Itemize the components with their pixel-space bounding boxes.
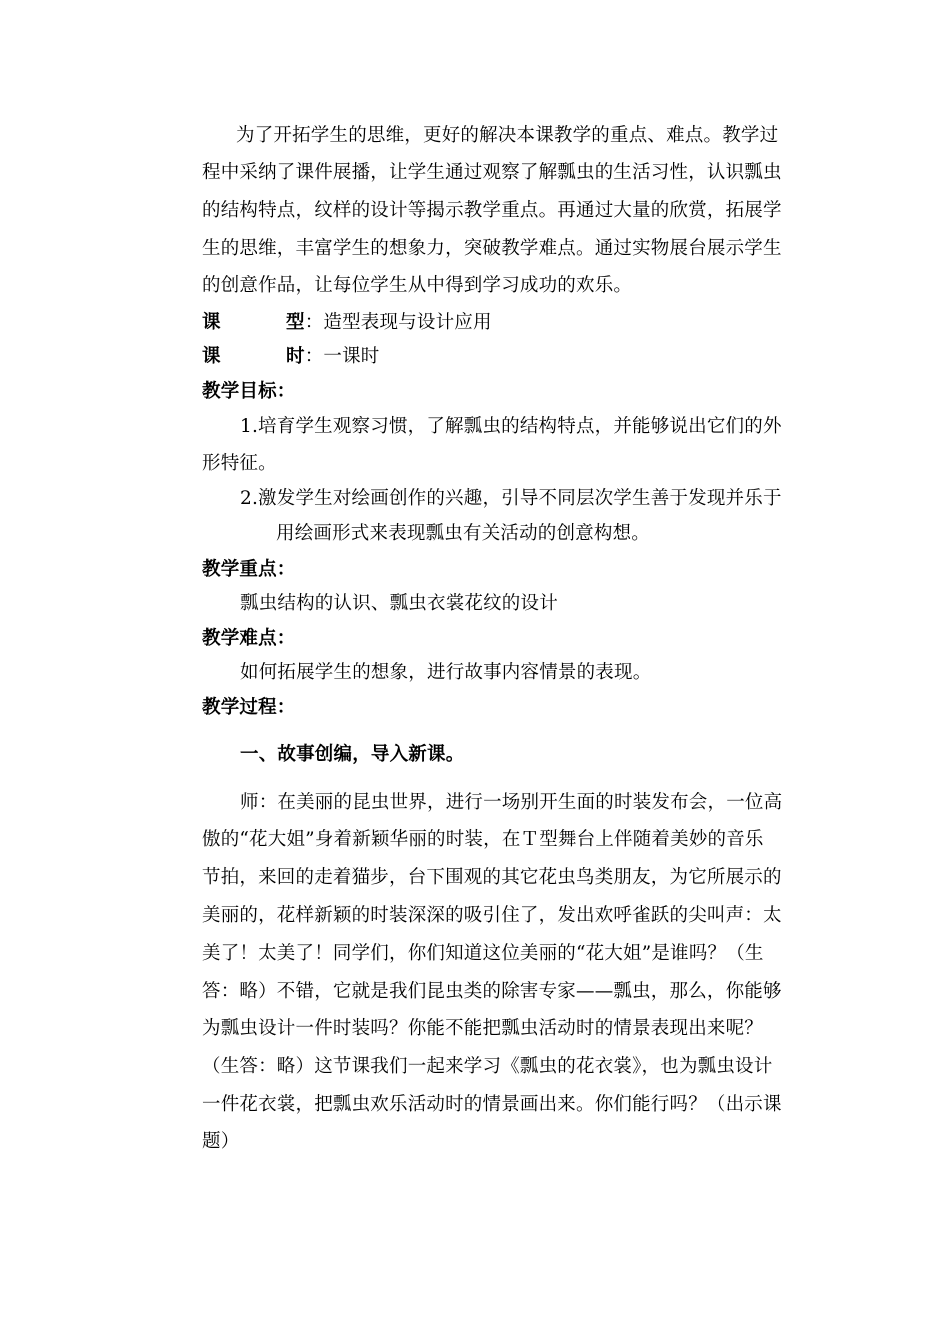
lesson-time-colon: ： (304, 346, 324, 367)
objective-item: 2.激发学生对绘画创作的兴趣，引导不同层次学生善于发现并乐于 (240, 488, 782, 509)
objective-item: 形特征。 (202, 453, 277, 474)
lesson-time-row (202, 345, 802, 369)
key-points-heading: 教学重点： (202, 559, 296, 580)
lesson-type-row (202, 311, 802, 335)
story-line: 一件花衣裳，把瓢虫欢乐活动时的情景画出来。你们能行吗？（出示课 (202, 1094, 782, 1115)
lesson-type-label-char2: 型 (286, 312, 305, 333)
story-line: 师：在美丽的昆虫世界，进行一场别开生面的时装发布会，一位高 (240, 792, 783, 813)
story-line: 美了！太美了！同学们，你们知道这位美丽的“花大姐”是谁吗？（生 (202, 943, 764, 964)
objective-item: 用绘画形式来表现瓢虫有关活动的创意构想。 (276, 523, 651, 544)
objectives-heading: 教学目标： (202, 381, 296, 402)
difficulties-text: 如何拓展学生的想象，进行故事内容情景的表现。 (240, 662, 652, 683)
lesson-time-label-char2: 时 (286, 346, 305, 367)
section-title: 一、故事创编，导入新课。 (240, 744, 465, 765)
intro-line: 生的思维，丰富学生的想象力，突破教学难点。通过实物展台展示学生 (202, 238, 782, 259)
difficulties-heading: 教学难点： (202, 628, 296, 649)
process-heading: 教学过程： (202, 697, 296, 718)
intro-line: 程中采纳了课件展播，让学生通过观察了解瓢虫的生活习性，认识瓢虫 (202, 162, 782, 183)
story-line: 为瓢虫设计一件时装吗？你能不能把瓢虫活动时的情景表现出来呢？ (202, 1018, 764, 1039)
lesson-type-value: 造型表现与设计应用 (323, 312, 492, 333)
intro-line: 的结构特点，纹样的设计等揭示教学重点。再通过大量的欣赏，拓展学 (202, 200, 782, 221)
story-line: 答：略）不错，它就是我们昆虫类的除害专家——瓢虫，那么，你能够 (202, 981, 782, 1002)
story-line: （生答：略）这节课我们一起来学习《瓢虫的花衣裳》，也为瓢虫设计 (202, 1056, 773, 1077)
story-line: 节拍，来回的走着猫步，台下围观的其它花虫鸟类朋友，为它所展示的 (202, 867, 782, 888)
key-points-text: 瓢虫结构的认识、瓢虫衣裳花纹的设计 (240, 593, 558, 614)
lesson-type-label-char1: 课 (202, 312, 221, 333)
story-line: 傲的“花大姐”身着新颖华丽的时装，在Ｔ型舞台上伴随着美妙的音乐 (202, 829, 764, 850)
objective-item: 1.培育学生观察习惯，了解瓢虫的结构特点，并能够说出它们的外 (240, 416, 782, 437)
lesson-type-colon: ： (304, 312, 324, 333)
story-line: 美丽的，花样新颖的时装深深的吸引住了，发出欢呼雀跃的尖叫声：太 (202, 905, 782, 926)
story-line: 题） (202, 1131, 240, 1152)
lesson-time-label-char1: 课 (202, 346, 221, 367)
lesson-time-value: 一课时 (323, 346, 380, 367)
intro-line: 为了开拓学生的思维，更好的解决本课教学的重点、难点。教学过 (236, 125, 779, 146)
intro-line: 的创意作品，让每位学生从中得到学习成功的欢乐。 (202, 275, 633, 296)
